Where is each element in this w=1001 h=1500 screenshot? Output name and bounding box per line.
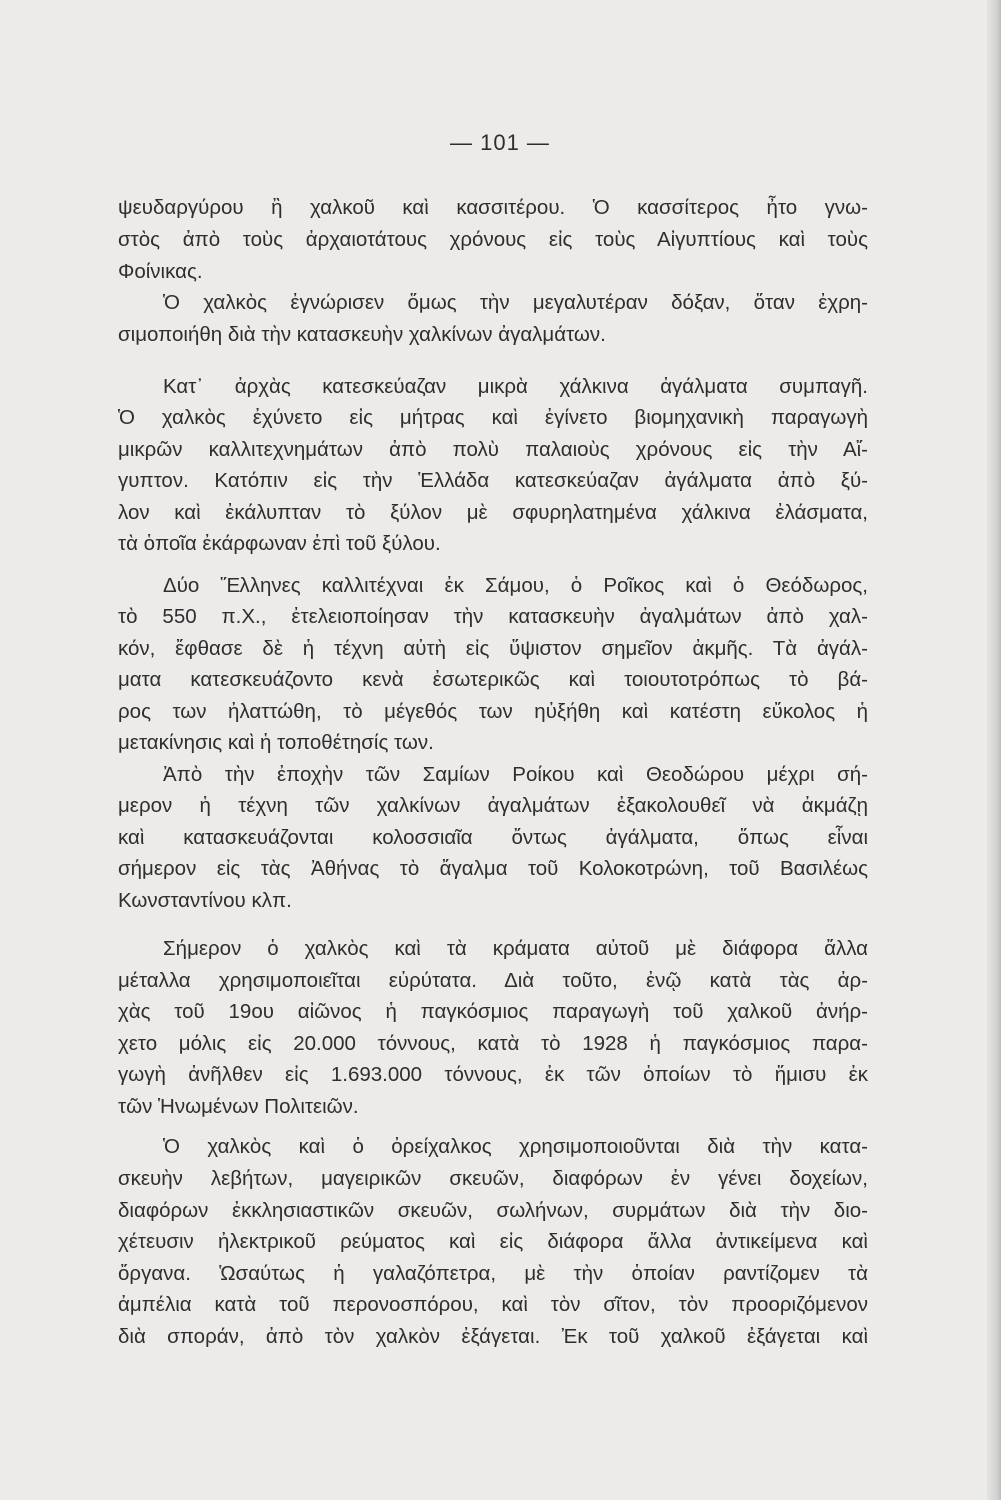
text-line: κόν, ἔφθασε δὲ ἡ τέχνη αὐτὴ εἰς ὕψιστον σημεῖον ἀκμῆς. Τὰ ἀγάλ- [118,637,868,660]
text-line: ψευδαργύρου ἢ χαλκοῦ καὶ κασσιτέρου. Ὁ κασσίτερος ἦτο γνω- [118,196,868,219]
text-line: τῶν Ἡνωμένων Πολιτειῶν. [118,1095,359,1118]
text-line: μέταλλα χρησιμοποιεῖται εὐρύτατα. Διὰ τοῦτο, ἐνῷ κατὰ τὰς ἀρ- [118,969,868,992]
text-line: ρος των ἠλαττώθη, τὸ μέγεθός των ηὐξήθη καὶ κατέστη εὔκολος ἡ [118,700,868,723]
text-line: ὄργανα. Ὡσαύτως ἡ γαλαζόπετρα, μὲ τὴν ὁποίαν ραντίζομεν τὰ [118,1262,868,1285]
text-line: Φοίνικας. [118,260,203,283]
text-line: χέτευσιν ἠλεκτρικοῦ ρεύματος καὶ εἰς διάφορα ἄλλα ἀντικείμενα καὶ [118,1230,868,1253]
page-edge-shadow [987,0,1001,1500]
text-line: διὰ σποράν, ἀπὸ τὸν χαλκὸν ἐξάγεται. Ἐκ τοῦ χαλκοῦ ἐξάγεται καὶ [118,1325,868,1348]
text-line: στὸς ἀπὸ τοὺς ἀρχαιοτάτους χρόνους εἰς τοὺς Αἰγυπτίους καὶ τοὺς [118,228,868,251]
text-line: χετο μόλις εἰς 20.000 τόννους, κατὰ τὸ 1928 ἡ παγκόσμιος παρα- [118,1032,868,1055]
text-line: γωγὴ ἀνῆλθεν εἰς 1.693.000 τόννους, ἐκ τῶν ὁποίων τὸ ἥμισυ ἐκ [118,1063,868,1086]
text-line: σκευὴν λεβήτων, μαγειρικῶν σκευῶν, διαφόρων ἐν γένει δοχείων, [118,1167,868,1190]
text-line: τὰ ὁποῖα ἐκάρφωναν ἐπὶ τοῦ ξύλου. [118,532,441,555]
text-line: ἀμπέλια κατὰ τοῦ περονοσπόρου, καὶ τὸν σῖτον, τὸν προοριζόμενον [118,1293,868,1316]
text-line: ματα κατεσκευάζοντο κενὰ ἐσωτερικῶς καὶ τοιουτοτρόπως τὸ βά- [118,668,868,691]
text-line: Ὁ χαλκὸς καὶ ὁ ὀρείχαλκος χρησιμοποιοῦνται διὰ τὴν κατα- [163,1135,868,1158]
text-line: λον καὶ ἐκάλυπταν τὸ ξύλον μὲ σφυρηλατημένα χάλκινα ἐλάσματα, [118,501,868,524]
text-line: σήμερον εἰς τὰς Ἀθήνας τὸ ἄγαλμα τοῦ Κολοκοτρώνη, τοῦ Βασιλέως [118,857,868,880]
text-line: Κατ᾽ ἀρχὰς κατεσκεύαζαν μικρὰ χάλκινα ἀγάλματα συμπαγῆ. [163,375,868,398]
text-line: Ὁ χαλκὸς ἐγνώρισεν ὅμως τὴν μεγαλυτέραν δόξαν, ὅταν ἐχρη- [163,291,868,314]
text-line: διαφόρων ἐκκλησιαστικῶν σκευῶν, σωλήνων, συρμάτων διὰ τὴν διο- [118,1199,868,1222]
text-line: μετακίνησις καὶ ἡ τοποθέτησίς των. [118,731,434,754]
text-line: Κωνσταντίνου κλπ. [118,889,292,912]
text-line: σιμοποιήθη διὰ τὴν κατασκευὴν χαλκίνων ἀγαλμάτων. [118,323,606,346]
text-line: μερον ἡ τέχνη τῶν χαλκίνων ἀγαλμάτων ἐξακολουθεῖ νὰ ἀκμάζῃ [118,794,868,817]
text-line: Σήμερον ὁ χαλκὸς καὶ τὰ κράματα αὐτοῦ μὲ διάφορα ἄλλα [163,937,868,960]
text-line: χὰς τοῦ 19ου αἰῶνος ἡ παγκόσμιος παραγωγὴ τοῦ χαλκοῦ ἀνήρ- [118,1000,868,1023]
text-line: καὶ κατασκευάζονται κολοσσιαῖα ὄντως ἀγάλματα, ὅπως εἶναι [118,826,868,849]
page-number: — 101 — [450,130,550,155]
text-line: τὸ 550 π.Χ., ἐτελειοποίησαν τὴν κατασκευὴν ἀγαλμάτων ἀπὸ χαλ- [118,605,868,628]
text-line: Ἀπὸ τὴν ἐποχὴν τῶν Σαμίων Ροίκου καὶ Θεοδώρου μέχρι σή- [163,763,868,786]
text-line: Δύο Ἕλληνες καλλιτέχναι ἐκ Σάμου, ὁ Ροῖκος καὶ ὁ Θεόδωρος, [163,574,868,597]
text-line: μικρῶν καλλιτεχνημάτων ἀπὸ πολὺ παλαιοὺς χρόνους εἰς τὴν Αἴ- [118,438,868,461]
text-line: Ὁ χαλκὸς ἐχύνετο εἰς μήτρας καὶ ἐγίνετο βιομηχανικὴ παραγωγὴ [118,406,868,429]
text-line: γυπτον. Κατόπιν εἰς τὴν Ἑλλάδα κατεσκεύαζαν ἀγάλματα ἀπὸ ξύ- [118,469,868,492]
